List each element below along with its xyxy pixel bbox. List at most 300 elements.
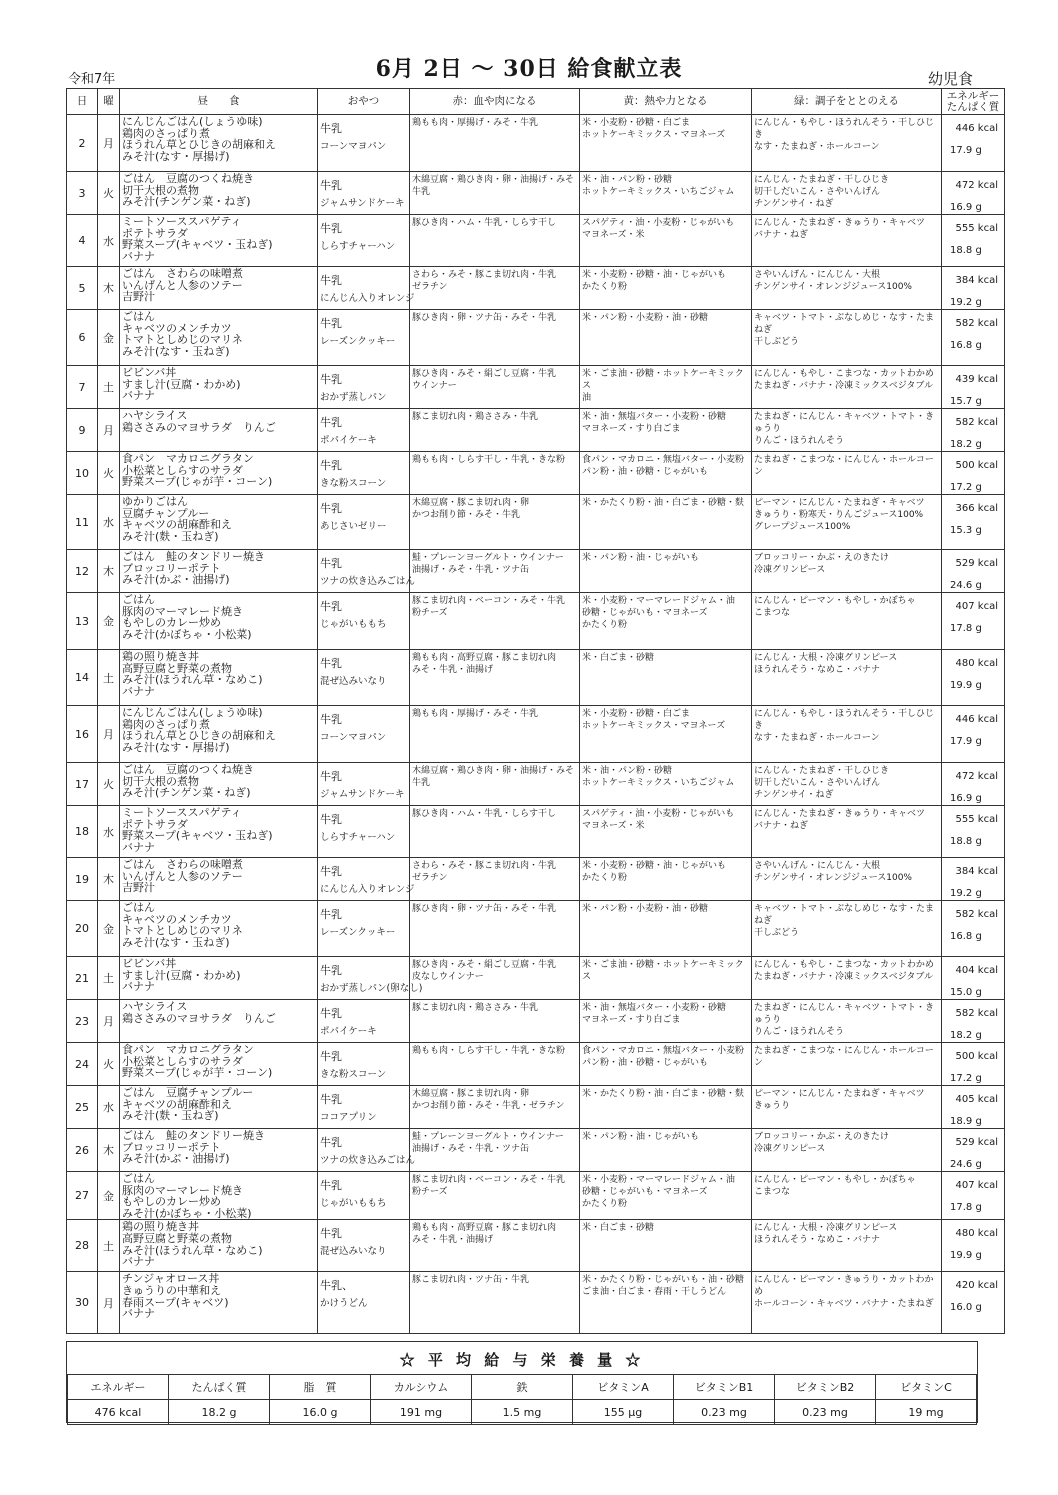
menu-row xyxy=(67,1272,1005,1334)
green-food-cell: にんじん・ピーマン・もやし・かぼちゃ こまつな xyxy=(752,593,942,650)
red-food-cell: 木綿豆腐・豚こま切れ肉・卵 かつお削り節・みそ・牛乳・ゼラチン xyxy=(410,1086,580,1129)
summary-value: 0.23 mg xyxy=(674,1400,775,1425)
day-cell: 14 xyxy=(67,650,98,706)
green-food-cell: にんじん・ピーマン・もやし・かぼちゃ こまつな xyxy=(752,1172,942,1220)
menu-row xyxy=(67,706,1005,763)
snack-item: ジャムサンドケーキ xyxy=(320,789,405,800)
weekday-cell: 月 xyxy=(98,409,120,452)
weekday-cell: 水 xyxy=(98,495,120,550)
red-food-cell: 鮭・プレーンヨーグルト・ウインナー 油揚げ・みそ・牛乳・ツナ缶 xyxy=(410,1129,580,1172)
protein-value: 16.9 g xyxy=(950,202,982,213)
red-food-cell: 鮭・プレーンヨーグルト・ウインナー 油揚げ・みそ・牛乳・ツナ缶 xyxy=(410,550,580,593)
energy-cell xyxy=(942,409,1005,452)
green-food-cell: ブロッコリー・かぶ・えのきたけ 冷凍グリンピース xyxy=(752,550,942,593)
red-food-cell: 豚こま切れ肉・ベーコン・みそ・牛乳 粉チーズ xyxy=(410,1172,580,1220)
snack-cell xyxy=(318,172,410,215)
summary-label: 脂 質 xyxy=(270,1375,371,1400)
day-cell: 13 xyxy=(67,593,98,650)
lunch-cell: ミートソーススパゲティ ポテトサラダ 野菜スープ(キャベツ・玉ねぎ) バナナ xyxy=(120,806,318,858)
snack-drink: 牛乳、 xyxy=(320,1279,353,1293)
protein-value: 19.2 g xyxy=(950,297,982,308)
weekday-cell: 水 xyxy=(98,1086,120,1129)
energy-value: 555 kcal xyxy=(955,814,998,825)
lunch-cell: にんじんごはん(しょうゆ味) 鶏肉のさっぱり煮 ほうれん草とひじきの胡麻和え みそ汁(なす・厚揚げ) xyxy=(120,115,318,172)
header-red-group: 赤：血や肉になる xyxy=(410,89,580,115)
header-green-group: 緑：調子をととのえる xyxy=(752,89,942,115)
snack-drink: 牛乳 xyxy=(320,416,342,429)
lunch-cell: ごはん 鮭のタンドリー焼き ブロッコリーポテト みそ汁(かぶ・油揚げ) xyxy=(120,1129,318,1172)
summary-value: 191 mg xyxy=(371,1400,472,1425)
day-cell: 3 xyxy=(67,172,98,215)
lunch-cell: ごはん 豆腐チャンプルー キャベツの胡麻酢和え みそ汁(麩・玉ねぎ) xyxy=(120,1086,318,1129)
energy-value: 407 kcal xyxy=(955,601,998,612)
energy-cell xyxy=(942,495,1005,550)
yellow-food-cell: 米・パン粉・油・じゃがいも xyxy=(580,1129,752,1172)
snack-item: おかず蒸しパン xyxy=(320,392,387,403)
day-cell: 9 xyxy=(67,409,98,452)
lunch-cell: にんじんごはん(しょうゆ味) 鶏肉のさっぱり煮 ほうれん草とひじきの胡麻和え みそ汁(なす・厚揚げ) xyxy=(120,706,318,763)
menu-header-row xyxy=(67,89,1005,115)
red-food-cell: 鶏もも肉・しらす干し・牛乳・きな粉 xyxy=(410,1043,580,1086)
green-food-cell: にんじん・もやし・ほうれんそう・干しひじき なす・たまねぎ・ホールコーン xyxy=(752,706,942,763)
day-cell: 10 xyxy=(67,452,98,495)
protein-value: 16.9 g xyxy=(950,793,982,804)
snack-drink: 牛乳 xyxy=(320,274,342,287)
energy-cell xyxy=(942,1086,1005,1129)
snack-drink: 牛乳 xyxy=(320,317,342,330)
green-food-cell: にんじん・ピーマン・きゅうり・カットわかめ ホールコーン・キャベツ・バナナ・たまねぎ xyxy=(752,1272,942,1334)
energy-value: 404 kcal xyxy=(955,965,998,976)
energy-value: 384 kcal xyxy=(955,275,998,286)
protein-value: 16.8 g xyxy=(950,340,982,351)
snack-cell xyxy=(318,1000,410,1043)
snack-item: レーズンクッキー xyxy=(320,336,396,347)
snack-cell xyxy=(318,1220,410,1272)
green-food-cell: にんじん・大根・冷凍グリンピース ほうれんそう・なめこ・バナナ xyxy=(752,1220,942,1272)
yellow-food-cell: 食パン・マカロニ・無塩バター・小麦粉 パン粉・油・砂糖・じゃがいも xyxy=(580,452,752,495)
energy-value: 472 kcal xyxy=(955,771,998,782)
energy-value: 405 kcal xyxy=(955,1094,998,1105)
menu-row xyxy=(67,1000,1005,1043)
snack-item: きな粉スコーン xyxy=(320,1069,387,1080)
snack-item: あじさいゼリー xyxy=(320,521,387,532)
day-cell: 27 xyxy=(67,1172,98,1220)
red-food-cell: さわら・みそ・豚こま切れ肉・牛乳 ゼラチン xyxy=(410,267,580,310)
snack-drink: 牛乳 xyxy=(320,1136,342,1149)
snack-cell xyxy=(318,1272,410,1334)
lunch-cell: ごはん 豚肉のマーマレード焼き もやしのカレー炒め みそ汁(かぼちゃ・小松菜) xyxy=(120,593,318,650)
menu-table xyxy=(66,88,1005,1334)
energy-value: 500 kcal xyxy=(955,460,998,471)
snack-cell xyxy=(318,1086,410,1129)
lunch-cell: ごはん 豚肉のマーマレード焼き もやしのカレー炒め みそ汁(かぼちゃ・小松菜) xyxy=(120,1172,318,1220)
lunch-cell: ハヤシライス 鶏ささみのマヨサラダ りんご xyxy=(120,409,318,452)
snack-item: コーンマヨパン xyxy=(320,141,387,152)
energy-value: 446 kcal xyxy=(955,123,998,134)
protein-value: 18.8 g xyxy=(950,836,982,847)
red-food-cell: 鶏もも肉・高野豆腐・豚こま切れ肉 みそ・牛乳・油揚げ xyxy=(410,1220,580,1272)
lunch-cell: ごはん キャベツのメンチカツ トマトとしめじのマリネ みそ汁(なす・玉ねぎ) xyxy=(120,901,318,957)
green-food-cell: にんじん・たまねぎ・干しひじき 切干しだいこん・さやいんげん チンゲンサイ・ねぎ xyxy=(752,763,942,806)
snack-cell xyxy=(318,452,410,495)
summary-label-row xyxy=(68,1375,977,1400)
energy-value: 407 kcal xyxy=(955,1180,998,1191)
summary-label: カルシウム xyxy=(371,1375,472,1400)
yellow-food-cell: 米・小麦粉・砂糖・白ごま ホットケーキミックス・マヨネーズ xyxy=(580,115,752,172)
snack-cell xyxy=(318,901,410,957)
protein-value: 15.7 g xyxy=(950,396,982,407)
weekday-cell: 土 xyxy=(98,1220,120,1272)
grade-label: 幼児食 xyxy=(928,70,974,88)
snack-drink: 牛乳 xyxy=(320,713,342,726)
energy-value: 366 kcal xyxy=(955,503,998,514)
day-cell: 11 xyxy=(67,495,98,550)
protein-value: 19.2 g xyxy=(950,888,982,899)
snack-drink: 牛乳 xyxy=(320,908,342,921)
energy-value: 529 kcal xyxy=(955,558,998,569)
red-food-cell: 木綿豆腐・鶏ひき肉・卵・油揚げ・みそ 牛乳 xyxy=(410,763,580,806)
yellow-food-cell: 米・小麦粉・マーマレードジャム・油 砂糖・じゃがいも・マヨネーズ かたくり粉 xyxy=(580,1172,752,1220)
red-food-cell: 鶏もも肉・高野豆腐・豚こま切れ肉 みそ・牛乳・油揚げ xyxy=(410,650,580,706)
energy-cell xyxy=(942,957,1005,1000)
menu-row xyxy=(67,409,1005,452)
yellow-food-cell: 米・パン粉・小麦粉・油・砂糖 xyxy=(580,901,752,957)
snack-drink: 牛乳 xyxy=(320,600,342,613)
lunch-cell: ゆかりごはん 豆腐チャンプルー キャベツの胡麻酢和え みそ汁(麩・玉ねぎ) xyxy=(120,495,318,550)
yellow-food-cell: 米・小麦粉・マーマレードジャム・油 砂糖・じゃがいも・マヨネーズ かたくり粉 xyxy=(580,593,752,650)
snack-drink: 牛乳 xyxy=(320,1227,342,1241)
yellow-food-cell: 米・かたくり粉・油・白ごま・砂糖・麩 xyxy=(580,495,752,550)
weekday-cell: 木 xyxy=(98,858,120,901)
red-food-cell: 豚こま切れ肉・鶏ささみ・牛乳 xyxy=(410,1000,580,1043)
energy-cell xyxy=(942,215,1005,267)
snack-drink: 牛乳 xyxy=(320,813,342,826)
energy-value: 582 kcal xyxy=(955,1008,998,1019)
energy-value: 446 kcal xyxy=(955,714,998,725)
summary-label: エネルギー xyxy=(68,1375,169,1400)
weekday-cell: 木 xyxy=(98,1129,120,1172)
snack-item: ジャムサンドケーキ xyxy=(320,198,405,209)
weekday-cell: 金 xyxy=(98,1172,120,1220)
green-food-cell: たまねぎ・こまつな・にんじん・ホールコーン xyxy=(752,1043,942,1086)
red-food-cell: 鶏もも肉・厚揚げ・みそ・牛乳 xyxy=(410,706,580,763)
green-food-cell: たまねぎ・にんじん・キャベツ・トマト・きゅうり りんご・ほうれんそう xyxy=(752,409,942,452)
snack-cell xyxy=(318,706,410,763)
snack-drink: 牛乳 xyxy=(320,1179,342,1192)
yellow-food-cell: 米・小麦粉・砂糖・油・じゃがいも かたくり粉 xyxy=(580,267,752,310)
weekday-cell: 月 xyxy=(98,1000,120,1043)
snack-cell xyxy=(318,593,410,650)
snack-cell xyxy=(318,550,416,593)
menu-row xyxy=(67,495,1005,550)
green-food-cell: キャベツ・トマト・ぶなしめじ・なす・たまねぎ 干しぶどう xyxy=(752,310,942,366)
protein-value: 18.2 g xyxy=(950,1030,982,1041)
menu-row xyxy=(67,858,1005,901)
weekday-cell: 火 xyxy=(98,172,120,215)
red-food-cell: 鶏もも肉・しらす干し・牛乳・きな粉 xyxy=(410,452,580,495)
red-food-cell: 豚ひき肉・卵・ツナ缶・みそ・牛乳 xyxy=(410,901,580,957)
snack-drink: 牛乳 xyxy=(320,179,342,192)
menu-row xyxy=(67,901,1005,957)
snack-item: ココアプリン xyxy=(320,1112,377,1123)
lunch-cell: ごはん キャベツのメンチカツ トマトとしめじのマリネ みそ汁(なす・玉ねぎ) xyxy=(120,310,318,366)
weekday-cell: 火 xyxy=(98,452,120,495)
yellow-food-cell: 米・小麦粉・砂糖・油・じゃがいも かたくり粉 xyxy=(580,858,752,901)
yellow-food-cell: 米・パン粉・油・じゃがいも xyxy=(580,550,752,593)
lunch-cell: 鶏の照り焼き丼 高野豆腐と野菜の煮物 みそ汁(ほうれん草・なめこ) バナナ xyxy=(120,650,318,706)
energy-value: 439 kcal xyxy=(955,374,998,385)
snack-cell xyxy=(318,310,410,366)
yellow-food-cell: 米・小麦粉・砂糖・白ごま ホットケーキミックス・マヨネーズ xyxy=(580,706,752,763)
day-cell: 19 xyxy=(67,858,98,901)
snack-item: じゃがいももち xyxy=(320,619,387,630)
snack-cell xyxy=(318,858,415,901)
yellow-food-cell: 米・油・パン粉・砂糖 ホットケーキミックス・いちごジャム xyxy=(580,172,752,215)
day-cell: 16 xyxy=(67,706,98,763)
energy-value: 420 kcal xyxy=(955,1280,998,1292)
green-food-cell: にんじん・たまねぎ・きゅうり・キャベツ バナナ・ねぎ xyxy=(752,806,942,858)
lunch-cell: ごはん 豆腐のつくね焼き 切干大根の煮物 みそ汁(チンゲン菜・ねぎ) xyxy=(120,763,318,806)
snack-item: レーズンクッキー xyxy=(320,927,396,938)
red-food-cell: 木綿豆腐・豚こま切れ肉・卵 かつお削り節・みそ・牛乳 xyxy=(410,495,580,550)
energy-cell xyxy=(942,1220,1005,1272)
snack-item: おかず蒸しパン(卵なし) xyxy=(320,983,423,994)
snack-drink: 牛乳 xyxy=(320,222,342,235)
snack-cell xyxy=(318,409,410,452)
day-cell: 24 xyxy=(67,1043,98,1086)
green-food-cell: にんじん・もやし・こまつな・カットわかめ たまねぎ・バナナ・冷凍ミックスベジタブル xyxy=(752,957,942,1000)
red-food-cell: 豚こま切れ肉・鶏ささみ・牛乳 xyxy=(410,409,580,452)
protein-value: 16.0 g xyxy=(950,1302,982,1314)
menu-row xyxy=(67,1129,1005,1172)
lunch-cell: ごはん 鮭のタンドリー焼き ブロッコリーポテト みそ汁(かぶ・油揚げ) xyxy=(120,550,318,593)
menu-row xyxy=(67,1086,1005,1129)
menu-row xyxy=(67,550,1005,593)
energy-value: 582 kcal xyxy=(955,417,998,428)
snack-item: ツナの炊き込みごはん xyxy=(320,576,416,587)
menu-row xyxy=(67,593,1005,650)
protein-value: 15.3 g xyxy=(950,525,982,536)
snack-drink: 牛乳 xyxy=(320,373,342,386)
snack-drink: 牛乳 xyxy=(320,1050,342,1063)
weekday-cell: 金 xyxy=(98,593,120,650)
protein-value: 18.2 g xyxy=(950,439,982,450)
protein-value: 24.6 g xyxy=(950,580,982,591)
green-food-cell: にんじん・もやし・こまつな・カットわかめ たまねぎ・バナナ・冷凍ミックスベジタブル xyxy=(752,366,942,409)
day-cell: 6 xyxy=(67,310,98,366)
snack-item: ツナの炊き込みごはん xyxy=(320,1155,416,1166)
day-cell: 30 xyxy=(67,1272,98,1334)
menu-row xyxy=(67,267,1005,310)
red-food-cell: さわら・みそ・豚こま切れ肉・牛乳 ゼラチン xyxy=(410,858,580,901)
yellow-food-cell: 食パン・マカロニ・無塩バター・小麦粉 パン粉・油・砂糖・じゃがいも xyxy=(580,1043,752,1086)
menu-row xyxy=(67,215,1005,267)
weekday-cell: 水 xyxy=(98,806,120,858)
summary-label: 鉄 xyxy=(472,1375,573,1400)
summary-value: 18.2 g xyxy=(169,1400,270,1425)
green-food-cell: たまねぎ・こまつな・にんじん・ホールコーン xyxy=(752,452,942,495)
weekday-cell: 土 xyxy=(98,366,120,409)
snack-cell xyxy=(318,215,410,267)
green-food-cell: ピーマン・にんじん・たまねぎ・キャベツ きゅうり xyxy=(752,1086,942,1129)
energy-cell xyxy=(942,858,1005,901)
snack-item: にんじん入りオレンジ xyxy=(320,884,415,895)
snack-cell xyxy=(318,366,410,409)
snack-drink: 牛乳 xyxy=(320,1093,342,1106)
energy-cell xyxy=(942,452,1005,495)
menu-row xyxy=(67,452,1005,495)
weekday-cell: 金 xyxy=(98,310,120,366)
red-food-cell: 豚ひき肉・ハム・牛乳・しらす干し xyxy=(410,215,580,267)
weekday-cell: 火 xyxy=(98,1043,120,1086)
green-food-cell: さやいんげん・にんじん・大根 チンゲンサイ・オレンジジュース100% xyxy=(752,858,942,901)
yellow-food-cell: スパゲティ・油・小麦粉・じゃがいも マヨネーズ・米 xyxy=(580,215,752,267)
protein-value: 18.8 g xyxy=(950,245,982,256)
protein-value: 24.6 g xyxy=(950,1159,982,1170)
menu-row xyxy=(67,310,1005,366)
menu-row xyxy=(67,806,1005,858)
lunch-cell: ごはん 豆腐のつくね焼き 切干大根の煮物 みそ汁(チンゲン菜・ねぎ) xyxy=(120,172,318,215)
snack-cell xyxy=(318,1129,416,1172)
summary-title: ☆ 平 均 給 与 栄 養 量 ☆ xyxy=(399,1351,645,1369)
header-snack: おやつ xyxy=(318,89,410,115)
green-food-cell: にんじん・もやし・ほうれんそう・干しひじき なす・たまねぎ・ホールコーン xyxy=(752,115,942,172)
red-food-cell: 豚こま切れ肉・ツナ缶・牛乳 xyxy=(410,1272,580,1334)
snack-item: かけうどん xyxy=(320,1298,368,1310)
red-food-cell: 鶏もも肉・厚揚げ・みそ・牛乳 xyxy=(410,115,580,172)
yellow-food-cell: 米・かたくり粉・油・白ごま・砂糖・麩 xyxy=(580,1086,752,1129)
snack-cell xyxy=(318,115,410,172)
snack-item: しらすチャーハン xyxy=(320,241,396,252)
era-label: 令和7年 xyxy=(68,72,116,87)
energy-value: 480 kcal xyxy=(955,658,998,669)
energy-value: 472 kcal xyxy=(955,180,998,191)
energy-value: 500 kcal xyxy=(955,1051,998,1062)
summary-label: ビタミンC xyxy=(876,1375,977,1400)
yellow-food-cell: 米・ごま油・砂糖・ホットケーキミックス 油 xyxy=(580,366,752,409)
energy-cell xyxy=(942,1272,1005,1334)
day-cell: 5 xyxy=(67,267,98,310)
header-energy: エネルギー たんぱく質 xyxy=(942,89,1005,115)
weekday-cell: 月 xyxy=(98,1272,120,1334)
day-cell: 23 xyxy=(67,1000,98,1043)
menu-body xyxy=(67,115,1005,1334)
energy-cell xyxy=(942,1129,1005,1172)
summary-label: ビタミンB2 xyxy=(775,1375,876,1400)
day-cell: 17 xyxy=(67,763,98,806)
green-food-cell: にんじん・たまねぎ・きゅうり・キャベツ バナナ・ねぎ xyxy=(752,215,942,267)
weekday-cell: 土 xyxy=(98,650,120,706)
energy-value: 480 kcal xyxy=(955,1228,998,1240)
protein-value: 17.8 g xyxy=(950,623,982,634)
snack-item: きな粉スコーン xyxy=(320,478,387,489)
snack-drink: 牛乳 xyxy=(320,770,342,783)
weekday-cell: 月 xyxy=(98,115,120,172)
protein-value: 17.8 g xyxy=(950,1202,982,1213)
lunch-cell: ミートソーススパゲティ ポテトサラダ 野菜スープ(キャベツ・玉ねぎ) バナナ xyxy=(120,215,318,267)
red-food-cell: 豚ひき肉・みそ・絹ごし豆腐・牛乳 ウインナー xyxy=(410,366,580,409)
summary-table xyxy=(67,1374,977,1425)
snack-item: 混ぜ込みいなり xyxy=(320,1246,387,1258)
weekday-cell: 土 xyxy=(98,957,120,1000)
yellow-food-cell: 米・白ごま・砂糖 xyxy=(580,650,752,706)
red-food-cell: 豚ひき肉・ハム・牛乳・しらす干し xyxy=(410,806,580,858)
lunch-cell: 食パン マカロニグラタン 小松菜としらすのサラダ 野菜スープ(じゃが芋・コーン) xyxy=(120,452,318,495)
nutrition-summary xyxy=(66,1341,978,1423)
day-cell: 25 xyxy=(67,1086,98,1129)
red-food-cell: 豚こま切れ肉・ベーコン・みそ・牛乳 粉チーズ xyxy=(410,593,580,650)
weekday-cell: 金 xyxy=(98,901,120,957)
energy-cell xyxy=(942,593,1005,650)
header-yellow-group: 黄：熱や力となる xyxy=(580,89,752,115)
snack-item: ポパイケーキ xyxy=(320,435,377,446)
menu-row xyxy=(67,115,1005,172)
summary-label: たんぱく質 xyxy=(169,1375,270,1400)
menu-row xyxy=(67,366,1005,409)
energy-value: 529 kcal xyxy=(955,1137,998,1148)
snack-item: 混ぜ込みいなり xyxy=(320,676,387,687)
lunch-cell: 鶏の照り焼き丼 高野豆腐と野菜の煮物 みそ汁(ほうれん草・なめこ) バナナ xyxy=(120,1220,318,1272)
menu-row xyxy=(67,1220,1005,1272)
summary-value: 19 mg xyxy=(876,1400,977,1425)
green-food-cell: たまねぎ・にんじん・キャベツ・トマト・きゅうり りんご・ほうれんそう xyxy=(752,1000,942,1043)
yellow-food-cell: 米・かたくり粉・じゃがいも・油・砂糖 ごま油・白ごま・春雨・干しうどん xyxy=(580,1272,752,1334)
yellow-food-cell: 米・油・無塩バター・小麦粉・砂糖 マヨネーズ・すり白ごま xyxy=(580,1000,752,1043)
energy-value: 384 kcal xyxy=(955,866,998,877)
menu-row xyxy=(67,650,1005,706)
snack-cell xyxy=(318,1172,410,1220)
green-food-cell: ピーマン・にんじん・たまねぎ・キャベツ きゅうり・粉寒天・りんごジュース100% グレープジュース100% xyxy=(752,495,942,550)
energy-cell xyxy=(942,650,1005,706)
yellow-food-cell: 米・油・パン粉・砂糖 ホットケーキミックス・いちごジャム xyxy=(580,763,752,806)
snack-drink: 牛乳 xyxy=(320,502,342,515)
green-food-cell: キャベツ・トマト・ぶなしめじ・なす・たまねぎ 干しぶどう xyxy=(752,901,942,957)
snack-drink: 牛乳 xyxy=(320,122,342,135)
protein-value: 16.8 g xyxy=(950,931,982,942)
menu-row xyxy=(67,957,1005,1000)
snack-drink: 牛乳 xyxy=(320,964,342,977)
energy-cell xyxy=(942,366,1005,409)
snack-item: じゃがいももち xyxy=(320,1198,387,1209)
green-food-cell: にんじん・大根・冷凍グリンピース ほうれんそう・なめこ・バナナ xyxy=(752,650,942,706)
menu-row xyxy=(67,1043,1005,1086)
menu-row xyxy=(67,1172,1005,1220)
lunch-cell: ごはん さわらの味噌煮 いんげんと人参のソテー 吉野汁 xyxy=(120,267,318,310)
header-lunch: 昼 食 xyxy=(120,89,318,115)
weekday-cell: 木 xyxy=(98,550,120,593)
day-cell: 26 xyxy=(67,1129,98,1172)
day-cell: 2 xyxy=(67,115,98,172)
menu-row xyxy=(67,172,1005,215)
energy-cell xyxy=(942,901,1005,957)
yellow-food-cell: 米・白ごま・砂糖 xyxy=(580,1220,752,1272)
day-cell: 20 xyxy=(67,901,98,957)
protein-value: 17.2 g xyxy=(950,482,982,493)
weekday-cell: 月 xyxy=(98,706,120,763)
snack-cell xyxy=(318,495,410,550)
energy-value: 555 kcal xyxy=(955,223,998,234)
snack-drink: 牛乳 xyxy=(320,557,342,570)
green-food-cell: ブロッコリー・かぶ・えのきたけ 冷凍グリンピース xyxy=(752,1129,942,1172)
protein-value: 17.9 g xyxy=(950,145,982,156)
energy-cell xyxy=(942,115,1005,172)
energy-cell xyxy=(942,806,1005,858)
summary-value: 1.5 mg xyxy=(472,1400,573,1425)
protein-value: 19.9 g xyxy=(950,680,982,691)
lunch-cell: 食パン マカロニグラタン 小松菜としらすのサラダ 野菜スープ(じゃが芋・コーン) xyxy=(120,1043,318,1086)
red-food-cell: 木綿豆腐・鶏ひき肉・卵・油揚げ・みそ 牛乳 xyxy=(410,172,580,215)
yellow-food-cell: スパゲティ・油・小麦粉・じゃがいも マヨネーズ・米 xyxy=(580,806,752,858)
